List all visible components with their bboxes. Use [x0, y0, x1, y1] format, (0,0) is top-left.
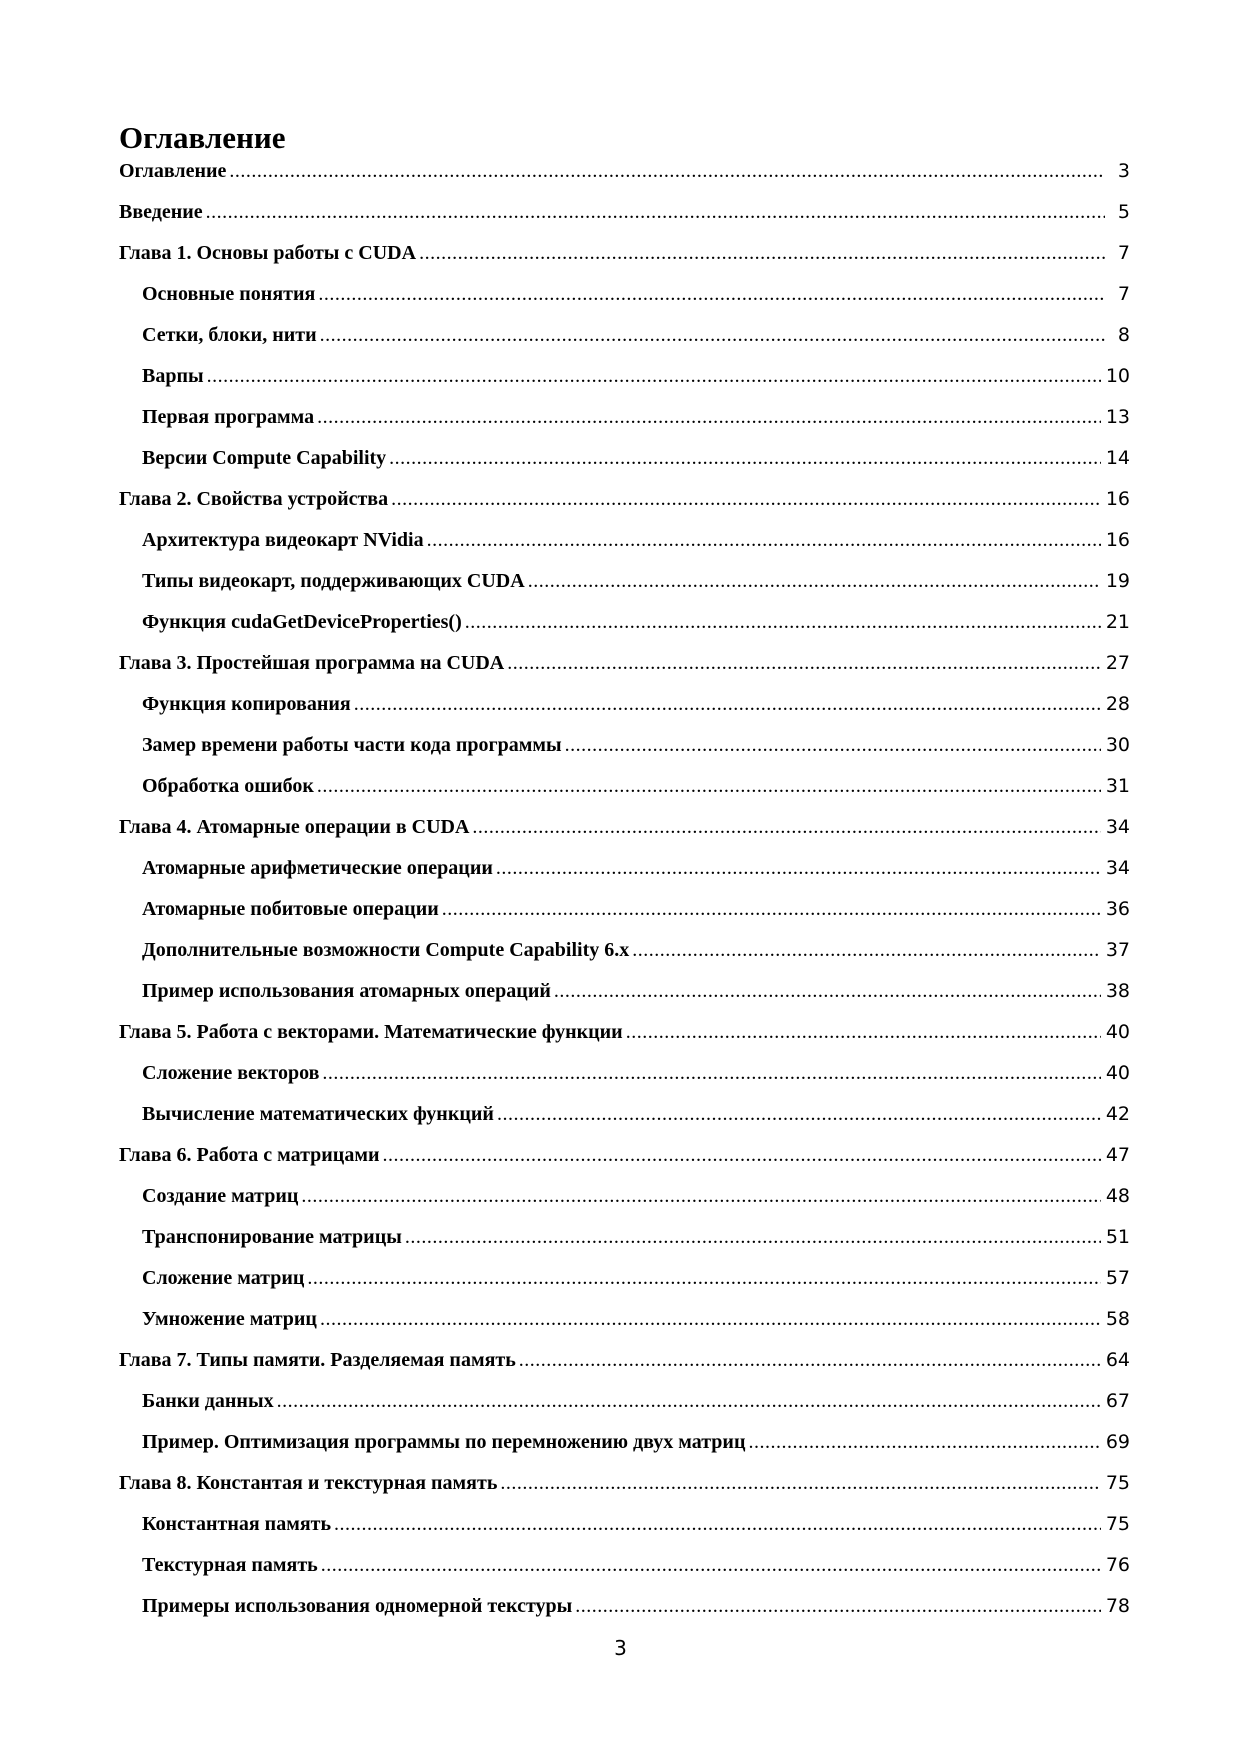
toc-dot-leader — [507, 652, 1101, 675]
toc-entry-page: 58 — [1105, 1308, 1130, 1330]
toc-subsection-entry[interactable] — [119, 1226, 1130, 1267]
toc-entry-page: 64 — [1105, 1349, 1130, 1371]
toc-entry-title: Первая программа — [142, 406, 315, 428]
toc-dot-leader — [528, 570, 1101, 593]
toc-entry-title: Умножение матриц — [142, 1308, 317, 1330]
toc-entry-page: 37 — [1105, 939, 1130, 961]
toc-entry-page: 10 — [1105, 365, 1130, 387]
toc-subsection-entry[interactable] — [119, 1308, 1130, 1349]
toc-entry-page: 31 — [1105, 775, 1130, 797]
toc-dot-leader — [321, 1554, 1101, 1577]
toc-entry-page: 42 — [1105, 1103, 1130, 1125]
toc-chapter-entry[interactable] — [119, 1144, 1130, 1185]
toc-entry-title: Глава 5. Работа с векторами. Математические функции — [119, 1021, 623, 1043]
toc-subsection-entry[interactable] — [119, 529, 1130, 570]
toc-entry-page: 21 — [1105, 611, 1130, 633]
toc-entry-page: 57 — [1105, 1267, 1130, 1289]
toc-dot-leader — [382, 1144, 1100, 1167]
toc-entry-title: Примеры использования одномерной текстуры — [142, 1595, 573, 1617]
toc-entry-title: Сетки, блоки, нити — [142, 324, 317, 346]
toc-entry-title: Глава 7. Типы памяти. Разделяемая память — [119, 1349, 516, 1371]
toc-entry-title: Вычисление математических функций — [142, 1103, 494, 1125]
toc-entry-title: Глава 6. Работа с матрицами — [119, 1144, 380, 1166]
toc-subsection-entry[interactable] — [119, 1431, 1130, 1472]
toc-subsection-entry[interactable] — [119, 1185, 1130, 1226]
toc-dot-leader — [322, 1062, 1100, 1085]
toc-dot-leader — [554, 980, 1101, 1003]
toc-subsection-entry[interactable] — [119, 570, 1130, 611]
toc-chapter-entry[interactable] — [119, 1472, 1130, 1513]
toc-dot-leader — [575, 1595, 1101, 1618]
toc-entry-page: 7 — [1117, 283, 1130, 305]
toc-entry-title: Глава 3. Простейшая программа на CUDA — [119, 652, 505, 674]
toc-subsection-entry[interactable] — [119, 611, 1130, 652]
toc-chapter-entry[interactable] — [119, 201, 1130, 242]
toc-entry-title: Глава 4. Атомарные операции в CUDA — [119, 816, 470, 838]
toc-entry-page: 8 — [1117, 324, 1130, 346]
toc-entry-page: 14 — [1105, 447, 1130, 469]
toc-entry-page: 78 — [1105, 1595, 1130, 1617]
toc-entry-page: 38 — [1105, 980, 1130, 1002]
toc-dot-leader — [229, 160, 1105, 183]
toc-entry-page: 34 — [1105, 816, 1130, 838]
toc-entry-page: 13 — [1105, 406, 1130, 428]
toc-dot-leader — [465, 611, 1101, 634]
toc-subsection-entry[interactable] — [119, 1554, 1130, 1595]
toc-entry-title: Обработка ошибок — [142, 775, 314, 797]
toc-chapter-entry[interactable] — [119, 652, 1130, 693]
toc-dot-leader — [307, 1267, 1100, 1290]
toc-chapter-entry[interactable] — [119, 242, 1130, 283]
toc-dot-leader — [317, 406, 1101, 429]
toc-dot-leader — [334, 1513, 1101, 1536]
toc-chapter-entry[interactable] — [119, 816, 1130, 857]
toc-entry-title: Атомарные арифметические операции — [142, 857, 493, 879]
toc-entry-title: Сложение матриц — [142, 1267, 305, 1289]
toc-chapter-entry[interactable] — [119, 1021, 1130, 1062]
toc-dot-leader — [427, 529, 1101, 552]
toc-subsection-entry[interactable] — [119, 283, 1130, 324]
toc-entry-title: Атомарные побитовые операции — [142, 898, 439, 920]
toc-entry-title: Основные понятия — [142, 283, 316, 305]
toc-dot-leader — [626, 1021, 1101, 1044]
toc-entry-title: Пример использования атомарных операций — [142, 980, 551, 1002]
toc-entry-title: Создание матриц — [142, 1185, 299, 1207]
toc-subsection-entry[interactable] — [119, 1595, 1130, 1636]
toc-subsection-entry[interactable] — [119, 898, 1130, 939]
toc-subsection-entry[interactable] — [119, 1062, 1130, 1103]
toc-entry-title: Глава 8. Константая и текстурная память — [119, 1472, 498, 1494]
toc-entry-page: 47 — [1105, 1144, 1130, 1166]
toc-entry-title: Версии Compute Capability — [142, 447, 387, 469]
toc-subsection-entry[interactable] — [119, 324, 1130, 365]
toc-entry-page: 75 — [1105, 1513, 1130, 1535]
toc-entry-title: Банки данных — [142, 1390, 274, 1412]
toc-entry-page: 69 — [1105, 1431, 1130, 1453]
toc-dot-leader — [419, 242, 1105, 265]
toc-entry-page: 30 — [1105, 734, 1130, 756]
page-number: 3 — [614, 1636, 627, 1660]
toc-subsection-entry[interactable] — [119, 939, 1130, 980]
toc-dot-leader — [277, 1390, 1101, 1413]
toc-subsection-entry[interactable] — [119, 734, 1130, 775]
toc-entry-page: 3 — [1117, 160, 1130, 182]
toc-subsection-entry[interactable] — [119, 406, 1130, 447]
toc-dot-leader — [442, 898, 1101, 921]
toc-entry-page: 27 — [1105, 652, 1130, 674]
toc-dot-leader — [301, 1185, 1100, 1208]
toc-entry-page: 48 — [1105, 1185, 1130, 1207]
toc-entry-page: 19 — [1105, 570, 1130, 592]
toc-entry-page: 7 — [1117, 242, 1130, 264]
toc-dot-leader — [472, 816, 1100, 839]
toc-dot-leader — [519, 1349, 1101, 1372]
toc-entry-title: Текстурная память — [142, 1554, 318, 1576]
toc-entry-page: 51 — [1105, 1226, 1130, 1248]
toc-subsection-entry[interactable] — [119, 1103, 1130, 1144]
toc-entry-title: Сложение векторов — [142, 1062, 320, 1084]
toc-dot-leader — [497, 1103, 1101, 1126]
toc-entry-page: 75 — [1105, 1472, 1130, 1494]
toc-subsection-entry[interactable] — [119, 1513, 1130, 1554]
toc-dot-leader — [317, 775, 1101, 798]
toc-entry-title: Константная память — [142, 1513, 332, 1535]
toc-entry-title: Типы видеокарт, поддерживающих CUDA — [142, 570, 525, 592]
toc-entry-page: 40 — [1105, 1062, 1130, 1084]
toc-dot-leader — [206, 201, 1105, 224]
toc-subsection-entry[interactable] — [119, 1267, 1130, 1308]
toc-entry-title: Введение — [119, 201, 203, 223]
toc-entry-page: 76 — [1105, 1554, 1130, 1576]
toc-dot-leader — [496, 857, 1101, 880]
toc-entry-title: Глава 1. Основы работы с CUDA — [119, 242, 417, 264]
toc-dot-leader — [320, 324, 1105, 347]
toc-subsection-entry[interactable] — [119, 857, 1130, 898]
toc-entry-page: 5 — [1117, 201, 1130, 223]
toc-chapter-entry[interactable] — [119, 1349, 1130, 1390]
toc-dot-leader — [748, 1431, 1100, 1454]
toc-entry-page: 16 — [1105, 488, 1130, 510]
toc-entry-title: Пример. Оптимизация программы по перемножению двух матриц — [142, 1431, 746, 1453]
toc-entry-title: Дополнительные возможности Compute Capability 6.x — [142, 939, 630, 961]
toc-subsection-entry[interactable] — [119, 980, 1130, 1021]
toc-dot-leader — [354, 693, 1101, 716]
toc-entry-title: Варпы — [142, 365, 204, 387]
toc-dot-leader — [320, 1308, 1101, 1331]
toc-dot-leader — [207, 365, 1101, 388]
toc-dot-leader — [405, 1226, 1101, 1249]
toc-dot-leader — [318, 283, 1105, 306]
toc-dot-leader — [389, 447, 1101, 470]
toc-dot-leader — [565, 734, 1101, 757]
toc-entry-title: Оглавление — [119, 160, 227, 182]
toc-dot-leader — [391, 488, 1101, 511]
toc-entry-page: 67 — [1105, 1390, 1130, 1412]
toc-entry-page: 16 — [1105, 529, 1130, 551]
toc-subsection-entry[interactable] — [119, 1390, 1130, 1431]
toc-entry-title: Функция копирования — [142, 693, 351, 715]
toc-entry-page: 36 — [1105, 898, 1130, 920]
table-of-contents — [119, 160, 1130, 1636]
toc-entry-title: Архитектура видеокарт NVidia — [142, 529, 424, 551]
toc-subsection-entry[interactable] — [119, 775, 1130, 816]
toc-entry-title: Замер времени работы части кода программы — [142, 734, 562, 756]
toc-entry-title: Глава 2. Свойства устройства — [119, 488, 389, 510]
toc-subsection-entry[interactable] — [119, 447, 1130, 488]
toc-entry-page: 28 — [1105, 693, 1130, 715]
toc-entry-title: Транспонирование матрицы — [142, 1226, 402, 1248]
toc-chapter-entry[interactable] — [119, 488, 1130, 529]
toc-dot-leader — [500, 1472, 1100, 1495]
toc-entry-title: Функция cudaGetDeviceProperties() — [142, 611, 462, 633]
toc-subsection-entry[interactable] — [119, 693, 1130, 734]
toc-chapter-entry[interactable] — [119, 160, 1130, 201]
toc-entry-page: 34 — [1105, 857, 1130, 879]
toc-entry-page: 40 — [1105, 1021, 1130, 1043]
toc-dot-leader — [632, 939, 1101, 962]
toc-heading: Оглавление — [119, 120, 286, 155]
toc-subsection-entry[interactable] — [119, 365, 1130, 406]
